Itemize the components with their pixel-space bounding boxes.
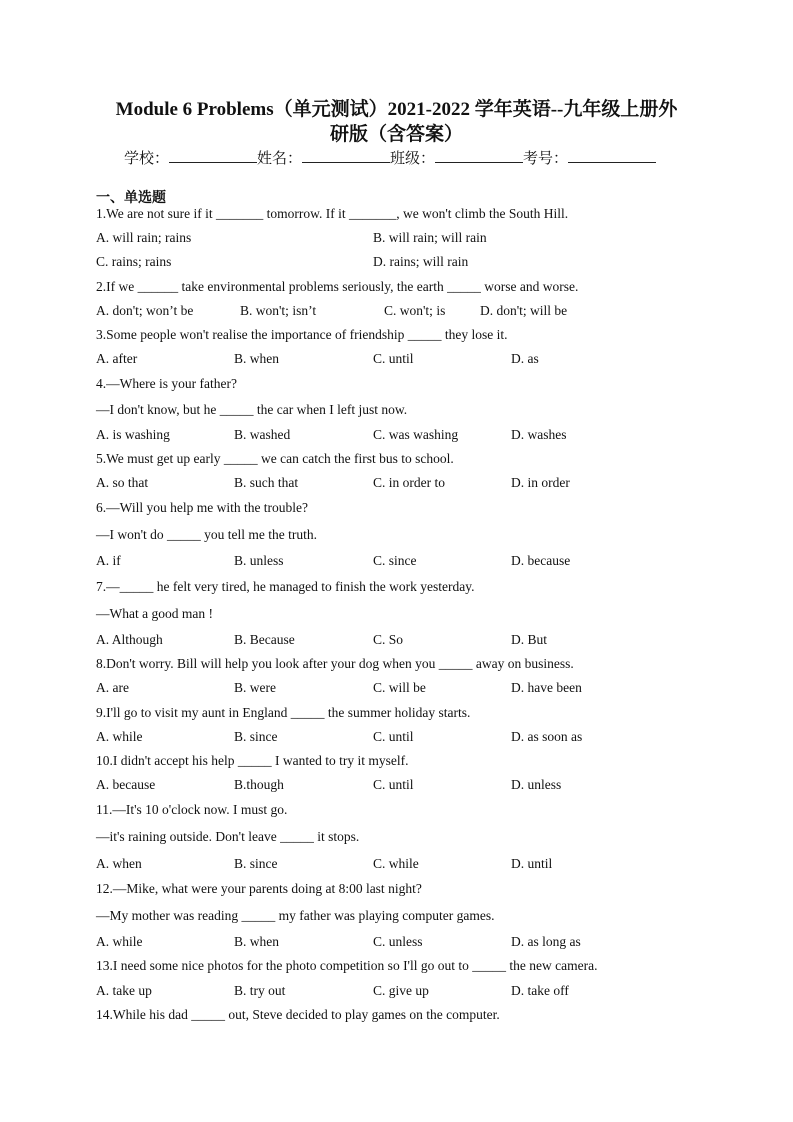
question-1-stem-line: 1.We are not sure if it _______ tomorrow. If it _______, we won't climb the South Hill. xyxy=(96,206,569,221)
question-14-stem-line: 14.While his dad _____ out, Steve decided to play games on the computer. xyxy=(96,1007,500,1022)
question-4-stem-line: —I don't know, but he _____ the car when I left just now. xyxy=(96,402,408,417)
class-label: 班级： xyxy=(390,151,436,167)
question-1-option-a[interactable]: A. will rain; rains xyxy=(96,230,192,245)
question-4-option-b[interactable]: B. washed xyxy=(234,427,291,442)
question-11-option-c[interactable]: C. while xyxy=(373,856,419,871)
exam-number-blank xyxy=(568,148,656,163)
question-6-option-d[interactable]: D. because xyxy=(511,553,571,568)
question-2-option-b[interactable]: B. won't; isn’t xyxy=(240,303,317,318)
class-blank xyxy=(435,148,523,163)
question-5-option-a[interactable]: A. so that xyxy=(96,475,149,490)
question-7-stem-line: 7.—_____ he felt very tired, he managed to finish the work yesterday. xyxy=(96,579,475,594)
question-5-option-c[interactable]: C. in order to xyxy=(373,475,445,490)
question-10-option-d[interactable]: D. unless xyxy=(511,777,562,792)
question-7-option-a[interactable]: A. Although xyxy=(96,632,163,647)
question-5-option-d[interactable]: D. in order xyxy=(511,475,570,490)
question-1-option-c[interactable]: C. rains; rains xyxy=(96,254,172,269)
question-7-option-d[interactable]: D. But xyxy=(511,632,548,647)
question-2-option-d[interactable]: D. don't; will be xyxy=(480,303,568,318)
question-1-option-b[interactable]: B. will rain; will rain xyxy=(373,230,487,245)
question-12-option-a[interactable]: A. while xyxy=(96,934,143,949)
question-11-option-a[interactable]: A. when xyxy=(96,856,142,871)
question-13-option-d[interactable]: D. take off xyxy=(511,983,569,998)
question-4-option-a[interactable]: A. is washing xyxy=(96,427,170,442)
question-9-option-c[interactable]: C. until xyxy=(373,729,414,744)
question-10-option-a[interactable]: A. because xyxy=(96,777,156,792)
question-6-stem-line: 6.—Will you help me with the trouble? xyxy=(96,500,309,515)
question-3-option-b[interactable]: B. when xyxy=(234,351,279,366)
question-6-option-a[interactable]: A. if xyxy=(96,553,121,568)
question-11-stem-line: —it's raining outside. Don't leave _____ it stops. xyxy=(96,829,360,844)
question-12-stem-line: 12.—Mike, what were your parents doing at 8:00 last night? xyxy=(96,881,422,896)
question-11-option-d[interactable]: D. until xyxy=(511,856,553,871)
question-11-option-b[interactable]: B. since xyxy=(234,856,278,871)
question-11-stem-line: 11.—It's 10 o'clock now. I must go. xyxy=(96,802,288,817)
question-13-stem-line: 13.I need some nice photos for the photo competition so I'll go out to _____ the new camera. xyxy=(96,958,598,973)
question-12-option-d[interactable]: D. as long as xyxy=(511,934,581,949)
question-1-option-d[interactable]: D. rains; will rain xyxy=(373,254,469,269)
question-3-option-c[interactable]: C. until xyxy=(373,351,414,366)
question-4-option-d[interactable]: D. washes xyxy=(511,427,567,442)
question-8-option-d[interactable]: D. have been xyxy=(511,680,582,695)
question-9-option-d[interactable]: D. as soon as xyxy=(511,729,583,744)
question-4-stem-line: 4.—Where is your father? xyxy=(96,376,237,391)
question-9-option-a[interactable]: A. while xyxy=(96,729,143,744)
question-10-option-b[interactable]: B.though xyxy=(234,777,284,792)
question-8-option-c[interactable]: C. will be xyxy=(373,680,426,695)
question-8-option-b[interactable]: B. were xyxy=(234,680,276,695)
question-8-option-a[interactable]: A. are xyxy=(96,680,129,695)
document-title-line-1: Module 6 Problems（单元测试）2021-2022 学年英语--九年级上册外 xyxy=(115,99,678,120)
question-10-option-c[interactable]: C. until xyxy=(373,777,414,792)
question-4-option-c[interactable]: C. was washing xyxy=(373,427,459,442)
question-12-option-b[interactable]: B. when xyxy=(234,934,279,949)
question-13-option-a[interactable]: A. take up xyxy=(96,983,152,998)
question-12-option-c[interactable]: C. unless xyxy=(373,934,423,949)
question-2-option-c[interactable]: C. won't; is xyxy=(384,303,446,318)
question-12-stem-line: —My mother was reading _____ my father was playing computer games. xyxy=(96,908,495,923)
question-3-option-d[interactable]: D. as xyxy=(511,351,539,366)
section-heading: 一、单选题 xyxy=(96,191,166,206)
question-10-stem-line: 10.I didn't accept his help _____ I wanted to try it myself. xyxy=(96,753,409,768)
question-3-option-a[interactable]: A. after xyxy=(96,351,138,366)
school-label: 学校： xyxy=(124,151,170,167)
question-13-option-c[interactable]: C. give up xyxy=(373,983,429,998)
question-7-option-b[interactable]: B. Because xyxy=(234,632,295,647)
question-8-stem-line: 8.Don't worry. Bill will help you look after your dog when you _____ away on business. xyxy=(96,656,574,671)
document-title-line-2: 研版（含答案） xyxy=(329,124,463,145)
question-2-option-a[interactable]: A. don't; won’t be xyxy=(96,303,194,318)
question-6-option-c[interactable]: C. since xyxy=(373,553,417,568)
question-9-option-b[interactable]: B. since xyxy=(234,729,278,744)
question-5-option-b[interactable]: B. such that xyxy=(234,475,299,490)
question-9-stem-line: 9.I'll go to visit my aunt in England _____ the summer holiday starts. xyxy=(96,705,471,720)
question-6-stem-line: —I won't do _____ you tell me the truth. xyxy=(96,527,318,542)
student-info-row xyxy=(124,148,656,169)
question-2-stem-line: 2.If we ______ take environmental problems seriously, the earth _____ worse and worse. xyxy=(96,279,579,294)
question-6-option-b[interactable]: B. unless xyxy=(234,553,284,568)
name-blank xyxy=(302,148,390,163)
question-7-option-c[interactable]: C. So xyxy=(373,632,404,647)
question-3-stem-line: 3.Some people won't realise the importance of friendship _____ they lose it. xyxy=(96,327,508,342)
question-7-stem-line: —What a good man ! xyxy=(96,606,213,621)
question-5-stem-line: 5.We must get up early _____ we can catch the first bus to school. xyxy=(96,451,454,466)
name-label: 姓名： xyxy=(257,151,303,167)
school-blank xyxy=(169,148,257,163)
exam-number-label: 考号： xyxy=(523,151,569,167)
question-13-option-b[interactable]: B. try out xyxy=(234,983,286,998)
